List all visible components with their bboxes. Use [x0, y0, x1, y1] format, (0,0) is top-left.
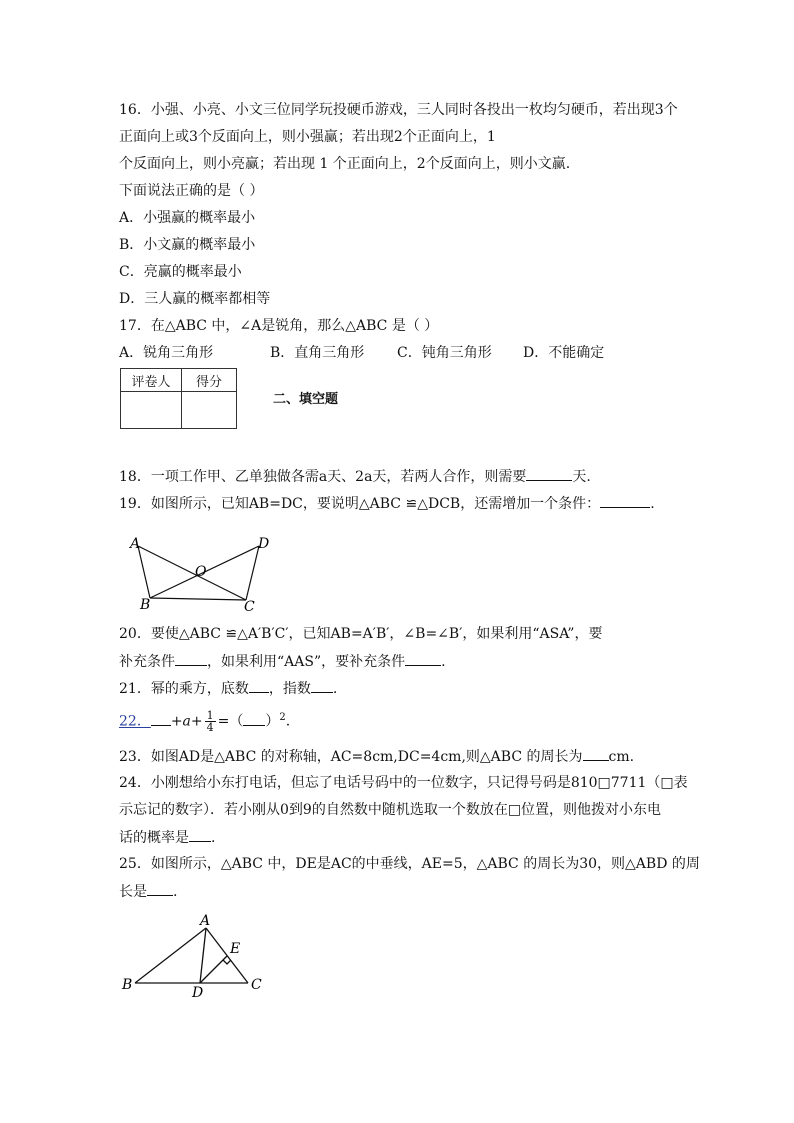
q19-suffix: . [650, 496, 655, 512]
q17-options [119, 343, 604, 363]
q21-text-a: 21．幂的乘方，底数 [119, 681, 249, 697]
q16-line2: 正面向上或3个反面向上，则小强赢；若出现2个正面向上，1 [119, 129, 496, 145]
q20-text-b: ，如果利用“AAS”，要补充条件 [207, 654, 406, 670]
q24-line3 [119, 827, 215, 848]
q17-option-d: D．不能确定 [523, 345, 605, 361]
q20-line2 [119, 651, 446, 672]
q21-text-c: . [332, 681, 338, 697]
q24-line2: 示忘记的数字）．若小刚从0到9的自然数中随机选取一个数放在□位置，则他拨对小东电 [119, 802, 662, 818]
q17-stem: 17．在△ABC 中，∠A是锐角，那么△ABC 是（ ） [119, 318, 439, 334]
q24-blank [189, 827, 211, 842]
q18 [119, 466, 591, 487]
q16-option-b: B．小文赢的概率最小 [119, 237, 256, 253]
fig19-label-d: D [258, 536, 270, 552]
q19-text: 19．如图所示，已知AB=DC，要说明△ABC ≌△DCB，还需增加一个条件： [119, 496, 601, 512]
fig19-label-o: O [195, 564, 207, 580]
q23-blank [583, 746, 609, 761]
score-cell [182, 392, 237, 429]
fig19-label-a: A [130, 536, 141, 552]
q20-text-c: . [441, 654, 446, 670]
fig19-label-c: C [244, 599, 255, 614]
figure-19-quadrilateral [125, 532, 280, 614]
q20-blank-aas [405, 651, 441, 666]
q24-suffix: . [211, 830, 216, 846]
q16-line1: 16．小强、小亮、小文三位同学玩投硬币游戏，三人同时各投出一枚均匀硬币，若出现3个 [119, 102, 678, 118]
q18-suffix: 天. [572, 469, 591, 485]
q17-option-a: A．锐角三角形 [119, 345, 214, 361]
q23-text: 23．如图AD是△ABC 的对称轴，AC=8cm,DC=4cm,则△ABC 的周长为 [119, 749, 583, 765]
q22-exponent: 2 [279, 712, 286, 723]
q16-option-a: A．小强赢的概率最小 [119, 210, 256, 226]
q22-blank-2 [243, 711, 265, 726]
q18-answer-blank [526, 466, 572, 481]
q20-line1: 20．要使△ABC ≌△A′B′C′，已知AB=A′B′，∠B=∠B′，如果利用“ASA”，要 [119, 626, 603, 642]
q25-suffix: . [173, 884, 178, 900]
figure-25-triangle [120, 912, 270, 1000]
grader-header: 评卷人 [121, 369, 182, 392]
fig25-label-b: B [122, 977, 133, 993]
score-header: 得分 [182, 369, 237, 392]
q19 [119, 493, 655, 514]
q25-line1: 25．如图所示，△ABC 中，DE是AC的中垂线，AE=5，△ABC 的周长为30，则△ABD 的周 [119, 856, 700, 872]
q22-end: . [285, 713, 291, 730]
q25-line2 [119, 881, 177, 902]
q16-option-d: D．三人赢的概率都相等 [119, 291, 271, 307]
q21-text-b: ，指数 [268, 681, 311, 697]
q22-fraction [205, 710, 216, 733]
q22-close-paren: ） [265, 713, 280, 730]
q17-option-c: C．钝角三角形 [397, 345, 492, 361]
q22 [119, 708, 290, 733]
q18-text: 18．一项工作甲、乙单独做各需a天、2a天，若两人合作，则需要 [119, 469, 527, 485]
q19-answer-blank [600, 493, 650, 508]
fig25-label-a: A [200, 913, 211, 929]
q17-option-b: B．直角三角形 [270, 345, 365, 361]
fig25-label-c: C [251, 977, 262, 993]
q22-frac-numerator: 1 [206, 709, 214, 723]
q20-blank-asa [175, 651, 207, 666]
grader-cell [121, 392, 182, 429]
q22-number: 22． [119, 713, 151, 730]
q16-option-c: C．亮赢的概率最小 [119, 264, 242, 280]
q22-frac-denominator: 4 [206, 721, 214, 735]
q24-line1: 24．小刚想给小东打电话，但忘了电话号码中的一位数字，只记得号码是810□7711（□表 [119, 775, 688, 791]
q16-line3: 个反面向上，则小亮赢；若出现 1 个正面向上，2个反面向上，则小文赢. [119, 156, 571, 172]
q22-blank-1 [151, 711, 171, 726]
q24-text: 话的概率是 [119, 830, 189, 846]
q21-blank-exponent [311, 678, 333, 693]
fig19-label-b: B [140, 597, 151, 613]
q21-blank-base [249, 678, 269, 693]
fig25-label-d: D [192, 985, 204, 1000]
grader-table [120, 368, 237, 429]
q20-text-a: 补充条件 [119, 654, 175, 670]
q23 [119, 746, 634, 767]
q22-equals: =（ [217, 713, 244, 730]
q25-text: 长是 [119, 884, 147, 900]
q22-plus-a: +a+ [170, 713, 203, 730]
q25-blank [147, 881, 173, 896]
section-title: 二、填空题 [273, 392, 339, 407]
q23-suffix: cm. [608, 749, 635, 765]
q21 [119, 678, 337, 699]
q16-prompt: 下面说法正确的是（ ） [119, 183, 264, 199]
fig25-label-e: E [230, 941, 241, 957]
